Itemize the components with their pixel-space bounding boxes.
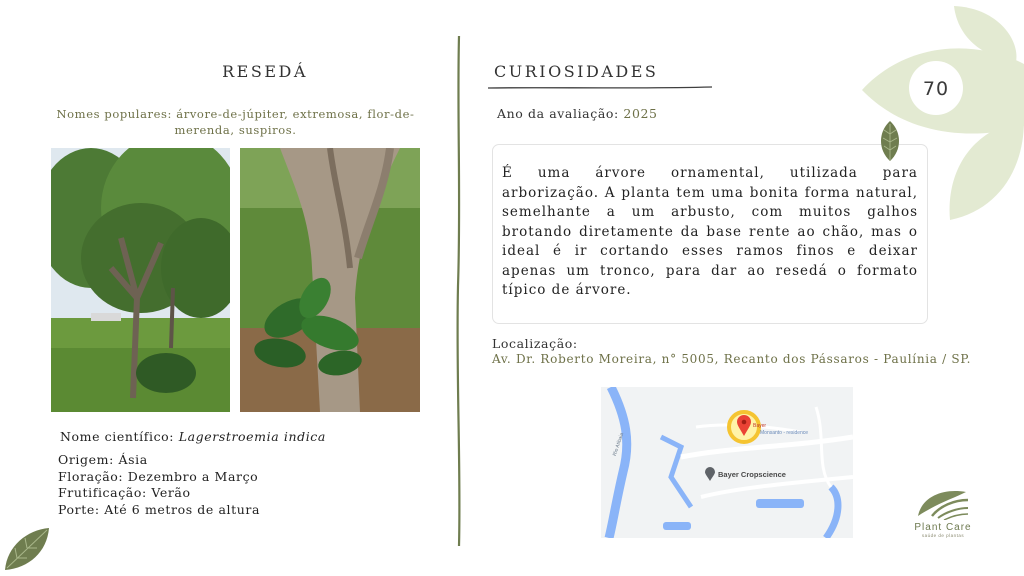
location-label: Localização: [492,336,578,351]
logo-name: Plant Care [914,522,972,533]
fact-fruiting: Frutificação: Verão [58,485,191,501]
map-place-main: Bayer Cropscience [718,470,786,479]
map-place-small: Bayer [753,423,767,429]
scientific-name [60,429,326,444]
scientific-value: Lagerstroemia indica [178,429,326,444]
species-title: RESEDÁ [222,62,308,81]
facts-list [58,452,260,518]
trunk-photo [240,148,420,412]
tree-photo [51,148,230,412]
curiosity-text: É uma árvore ornamental, utilizada para arborização. A planta tem uma bonita forma natural, semelhante a um arbusto, com muitos galhos brotando diretamente da base rente ao chão, mas o ideal é ir cortando esses ramos finos e deixar apenas um tronco, para dar ao resedá o formato típico de árvore. [502,165,918,298]
map-place-small2: Monsanto - residence [760,430,809,436]
year-value: 2025 [623,106,658,121]
column-divider [452,36,466,546]
corner-leaf-icon [3,526,51,572]
curiosities-title: CURIOSIDADES [494,62,659,81]
page-number: 70 [922,78,950,100]
logo-tagline: saúde de plantas [921,533,965,538]
plant-care-logo-icon [914,486,970,520]
fact-flowering: Floração: Dezembro a Março [58,468,259,484]
fact-origin: Origem: Ásia [58,452,148,467]
small-leaf-icon [878,120,902,162]
map-road-label: Rio Atibaia [612,432,626,457]
fact-size: Porte: Até 6 metros de altura [58,501,261,517]
year-label: Ano da avaliação: [497,106,619,121]
popular-names: Nomes populares: árvore-de-júpiter, extremosa, flor-de-merenda, suspiros. [56,107,415,137]
leaves-decoration [858,0,1024,225]
evaluation-year [497,106,658,121]
location-map[interactable] [601,387,853,538]
scientific-label: Nome científico: [60,429,175,444]
location-address: Av. Dr. Roberto Moreira, n° 5005, Recanto dos Pássaros - Paulínia / SP. [492,352,972,366]
title-underline [488,84,712,92]
